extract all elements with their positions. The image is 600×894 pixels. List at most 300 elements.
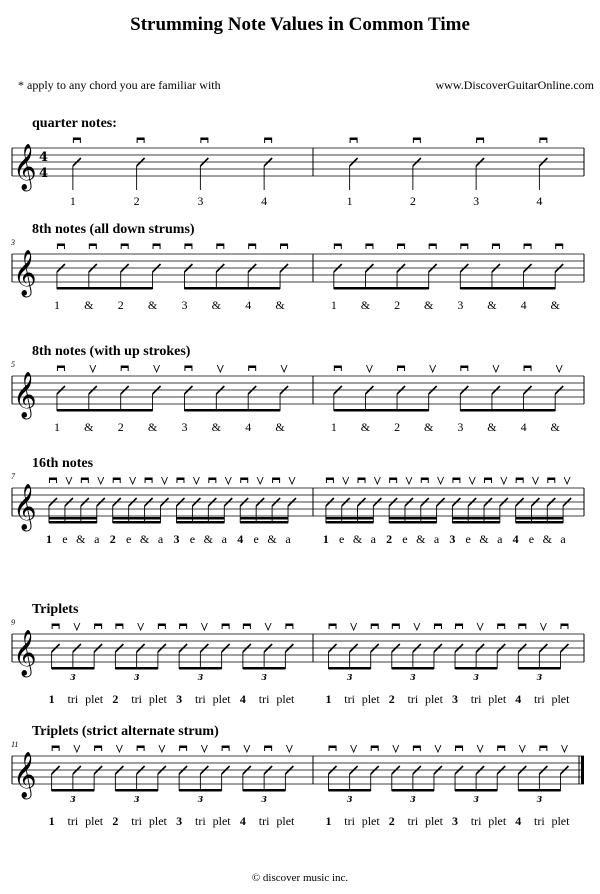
upstroke-icon <box>193 477 199 484</box>
downstroke-icon <box>477 138 484 143</box>
measure-number: 11 <box>11 740 19 749</box>
beat-count: & <box>203 532 214 546</box>
downstroke-icon <box>249 244 256 249</box>
beat-count: a <box>285 532 291 546</box>
upstroke-icon <box>74 745 80 752</box>
beam <box>52 667 95 670</box>
staff-system <box>0 598 600 718</box>
upstroke-icon <box>540 623 546 630</box>
downstroke-icon <box>329 624 336 629</box>
beat-count: tri <box>407 692 419 706</box>
beat-count: 3 <box>457 298 464 312</box>
upstroke-icon <box>66 477 72 484</box>
beat-count: & <box>275 298 285 312</box>
upstroke-icon <box>561 745 567 752</box>
staff-svg <box>0 340 600 460</box>
tuplet-number: 3 <box>261 672 267 682</box>
measure-number: 3 <box>11 238 15 247</box>
beat-count: a <box>221 532 227 546</box>
downstroke-icon <box>243 624 250 629</box>
beat-count: 4 <box>245 420 252 434</box>
downstroke-icon <box>540 138 547 143</box>
downstroke-icon <box>456 624 463 629</box>
beat-count: plet <box>488 814 507 828</box>
final-barline <box>581 756 584 784</box>
beat-count: 3 <box>176 814 183 828</box>
tuplet-number: 3 <box>197 794 204 804</box>
upstroke-icon <box>556 365 562 372</box>
beam <box>243 789 286 792</box>
beat-count: 2 <box>409 194 416 208</box>
measure-number: 5 <box>11 360 15 369</box>
downstroke-icon <box>461 366 468 371</box>
downstroke-icon <box>398 366 405 371</box>
beat-count: 4 <box>536 194 543 208</box>
beat-count: plet <box>551 692 570 706</box>
beat-count: 4 <box>239 692 246 706</box>
downstroke-icon <box>217 244 224 249</box>
beat-count: tri <box>344 692 355 706</box>
section-label: 8th notes (with up strokes) <box>32 344 191 359</box>
downstroke-icon <box>421 478 428 483</box>
beat-count: tri <box>131 814 142 828</box>
downstroke-icon <box>434 624 441 629</box>
beam <box>516 517 563 520</box>
upstroke-icon <box>74 623 80 630</box>
beat-count: e <box>465 532 471 546</box>
downstroke-icon <box>456 746 463 751</box>
upstroke-icon <box>477 623 483 630</box>
beat-count: & <box>275 420 285 434</box>
beat-count: & <box>360 420 371 434</box>
beat-count: tri <box>258 692 270 706</box>
instruction-note: * apply to any chord you are familiar with <box>18 78 221 92</box>
treble-clef-icon: 𝄞 <box>13 144 37 190</box>
upstroke-icon <box>519 745 525 752</box>
upstroke-icon <box>438 477 444 484</box>
beat-count: plet <box>85 814 104 828</box>
downstroke-icon <box>49 478 56 483</box>
downstroke-icon <box>286 624 293 629</box>
beam <box>455 789 497 792</box>
staff-system <box>0 452 600 572</box>
page-title: Strumming Note Values in Common Time <box>130 14 470 35</box>
downstroke-icon <box>326 478 333 483</box>
downstroke-icon <box>358 478 365 483</box>
section-label: Triplets <box>32 602 79 617</box>
downstroke-icon <box>57 244 64 249</box>
upstroke-icon <box>414 623 420 630</box>
tuplet-number: 3 <box>70 794 76 804</box>
beat-count: plet <box>212 692 231 706</box>
beat-count: 3 <box>197 194 204 208</box>
downstroke-icon <box>201 138 208 143</box>
beam <box>115 789 158 792</box>
beat-count: 4 <box>512 532 519 546</box>
downstroke-icon <box>52 746 59 751</box>
downstroke-icon <box>222 624 229 629</box>
beam <box>179 789 222 792</box>
staff-svg <box>0 452 600 572</box>
beam <box>329 789 371 792</box>
downstroke-icon <box>185 366 192 371</box>
upstroke-icon <box>286 745 292 752</box>
beat-count: a <box>497 532 503 546</box>
beat-count: e <box>125 532 132 546</box>
tuplet-number: 3 <box>197 672 204 682</box>
beat-count: 1 <box>48 814 55 828</box>
section-label: 16th notes <box>32 456 94 471</box>
beat-count: & <box>550 298 560 312</box>
beat-count: tri <box>67 692 79 706</box>
upstroke-icon <box>281 365 287 372</box>
beat-count: 4 <box>239 814 246 828</box>
downstroke-icon <box>561 624 568 629</box>
beat-count: 3 <box>452 814 459 828</box>
time-signature-top: 4 <box>39 150 49 165</box>
downstroke-icon <box>398 244 405 249</box>
downstroke-icon <box>519 624 526 629</box>
beam <box>57 409 153 412</box>
upstroke-icon <box>406 477 412 484</box>
beat-count: 4 <box>261 194 268 208</box>
downstroke-icon <box>185 244 192 249</box>
tuplet-number: 3 <box>536 672 543 682</box>
beat-count: a <box>560 532 566 546</box>
beat-count: 2 <box>112 692 119 706</box>
time-signature-bottom: 4 <box>39 166 49 181</box>
beam <box>392 667 434 670</box>
tuplet-number: 3 <box>70 672 76 682</box>
beat-count: tri <box>470 692 482 706</box>
beat-count: 3 <box>173 532 180 546</box>
beat-count: tri <box>470 814 482 828</box>
downstroke-icon <box>390 478 397 483</box>
beat-count: 4 <box>237 532 244 546</box>
beat-count: & <box>76 532 86 546</box>
beat-count: & <box>424 298 434 312</box>
staff-system <box>0 720 600 840</box>
beam <box>176 517 224 520</box>
beat-count: tri <box>195 692 206 706</box>
beat-count: 2 <box>112 814 119 828</box>
copyright-footer: © discover music inc. <box>251 872 349 884</box>
beam <box>389 521 436 524</box>
beat-count: 1 <box>53 298 60 312</box>
downstroke-icon <box>350 138 357 143</box>
upstroke-icon <box>130 477 136 484</box>
downstroke-icon <box>121 366 128 371</box>
downstroke-icon <box>429 244 436 249</box>
upstroke-icon <box>138 623 144 630</box>
beam <box>326 521 373 524</box>
beat-count: a <box>94 532 100 546</box>
beat-count: 4 <box>515 692 522 706</box>
downstroke-icon <box>89 244 96 249</box>
upstroke-icon <box>201 745 207 752</box>
upstroke-icon <box>351 623 357 630</box>
upstroke-icon <box>532 477 538 484</box>
downstroke-icon <box>95 746 102 751</box>
beat-count: 2 <box>388 692 395 706</box>
treble-clef-icon: 𝄞 <box>13 752 37 798</box>
downstroke-icon <box>556 244 563 249</box>
beat-count: & <box>424 420 434 434</box>
beat-count: 1 <box>346 194 353 208</box>
beam <box>334 287 429 290</box>
beat-count: 3 <box>457 420 464 434</box>
tuplet-number: 3 <box>346 672 353 682</box>
beam <box>57 287 153 290</box>
beat-count: & <box>139 532 150 546</box>
downstroke-icon <box>334 366 341 371</box>
tuplet-number: 3 <box>133 794 140 804</box>
beat-count: 2 <box>388 814 395 828</box>
beat-count: e <box>62 532 68 546</box>
downstroke-icon <box>265 746 272 751</box>
beat-count: & <box>211 298 221 312</box>
downstroke-icon <box>413 138 420 143</box>
treble-clef-icon: 𝄞 <box>13 372 37 418</box>
beat-count: a <box>433 532 440 546</box>
beam <box>455 667 497 670</box>
downstroke-icon <box>209 478 216 483</box>
beat-count: 3 <box>181 420 188 434</box>
staff-svg <box>0 112 600 232</box>
beam <box>452 521 499 524</box>
downstroke-icon <box>137 746 144 751</box>
downstroke-icon <box>177 478 184 483</box>
downstroke-icon <box>453 478 460 483</box>
beat-count: 1 <box>53 420 60 434</box>
measure-number: 9 <box>11 618 15 627</box>
beat-count: 1 <box>322 532 329 546</box>
beat-count: 1 <box>48 692 55 706</box>
beam <box>518 667 560 670</box>
downstroke-icon <box>137 138 144 143</box>
upstroke-icon <box>351 745 357 752</box>
upstroke-icon <box>98 477 104 484</box>
beat-count: plet <box>212 814 231 828</box>
beat-count: e <box>528 532 535 546</box>
beat-count: 1 <box>45 532 52 546</box>
section-label: quarter notes: <box>32 116 117 131</box>
beat-count: e <box>253 532 259 546</box>
downstroke-icon <box>145 478 152 483</box>
downstroke-icon <box>180 746 187 751</box>
downstroke-icon <box>461 244 468 249</box>
tuplet-number: 3 <box>410 794 416 804</box>
upstroke-icon <box>116 745 122 752</box>
beat-count: & <box>267 532 277 546</box>
beat-count: tri <box>67 814 79 828</box>
downstroke-icon <box>180 624 187 629</box>
beam <box>452 517 499 520</box>
downstroke-icon <box>540 746 547 751</box>
beat-count: plet <box>551 814 570 828</box>
beat-count: 1 <box>325 814 332 828</box>
beam <box>389 517 436 520</box>
beam <box>115 667 158 670</box>
beat-count: 1 <box>330 420 337 434</box>
downstroke-icon <box>113 478 120 483</box>
beat-count: & <box>487 298 497 312</box>
beat-count: 3 <box>473 194 480 208</box>
beat-count: plet <box>361 692 380 706</box>
beam <box>240 517 288 520</box>
beat-count: tri <box>534 692 545 706</box>
downstroke-icon <box>492 244 499 249</box>
staff-svg <box>0 218 600 338</box>
beat-count: 3 <box>449 532 456 546</box>
downstroke-icon <box>73 138 80 143</box>
beam <box>49 517 97 520</box>
beam <box>329 667 371 670</box>
website-link[interactable]: www.DiscoverGuitarOnline.com <box>435 78 594 92</box>
beat-count: 3 <box>181 298 188 312</box>
downstroke-icon <box>548 478 555 483</box>
beat-count: plet <box>424 692 443 706</box>
beam <box>460 287 555 290</box>
upstroke-icon <box>162 477 168 484</box>
beat-count: & <box>352 532 363 546</box>
upstroke-icon <box>244 745 250 752</box>
beat-count: plet <box>424 814 443 828</box>
treble-clef-icon: 𝄞 <box>13 250 37 296</box>
downstroke-icon <box>392 624 399 629</box>
beat-count: 4 <box>520 420 527 434</box>
beat-count: & <box>84 420 94 434</box>
downstroke-icon <box>498 624 505 629</box>
upstroke-icon <box>343 477 349 484</box>
beat-count: 4 <box>245 298 252 312</box>
downstroke-icon <box>516 478 523 483</box>
beam <box>334 409 429 412</box>
tuplet-number: 3 <box>473 672 479 682</box>
downstroke-icon <box>57 366 64 371</box>
upstroke-icon <box>366 365 372 372</box>
beam <box>184 409 280 412</box>
beam <box>243 667 286 670</box>
beat-count: plet <box>488 692 507 706</box>
upstroke-icon <box>564 477 570 484</box>
treble-clef-icon: 𝄞 <box>13 630 37 676</box>
tuplet-number: 3 <box>346 794 353 804</box>
beam <box>518 789 560 792</box>
upstroke-icon <box>393 745 399 752</box>
downstroke-icon <box>52 624 59 629</box>
upstroke-icon <box>201 623 207 630</box>
beat-count: e <box>189 532 196 546</box>
upstroke-icon <box>90 365 96 372</box>
upstroke-icon <box>469 477 475 484</box>
beat-count: & <box>211 420 221 434</box>
upstroke-icon <box>159 745 165 752</box>
beat-count: & <box>360 298 371 312</box>
beat-count: 1 <box>325 692 332 706</box>
upstroke-icon <box>217 365 223 372</box>
beat-count: tri <box>344 814 355 828</box>
beat-count: e <box>402 532 408 546</box>
beam <box>176 521 224 524</box>
upstroke-icon <box>477 745 483 752</box>
beat-count: 2 <box>133 194 140 208</box>
beat-count: 2 <box>109 532 116 546</box>
beat-count: a <box>370 532 376 546</box>
beat-count: & <box>416 532 426 546</box>
tuplet-number: 3 <box>261 794 267 804</box>
staff-system <box>0 218 600 338</box>
downstroke-icon <box>121 244 128 249</box>
downstroke-icon <box>249 366 256 371</box>
beat-count: plet <box>85 692 104 706</box>
beam <box>392 789 434 792</box>
tuplet-number: 3 <box>410 672 416 682</box>
beat-count: plet <box>276 814 295 828</box>
beat-count: a <box>157 532 164 546</box>
beat-count: 3 <box>176 692 183 706</box>
downstroke-icon <box>334 244 341 249</box>
beat-count: & <box>147 298 158 312</box>
beam <box>240 521 288 524</box>
downstroke-icon <box>153 244 160 249</box>
beat-count: plet <box>148 692 167 706</box>
beat-count: & <box>542 532 552 546</box>
section-label: Triplets (strict alternate strum) <box>32 724 219 739</box>
staff-system <box>0 112 600 232</box>
downstroke-icon <box>241 478 248 483</box>
beat-count: & <box>487 420 497 434</box>
downstroke-icon <box>281 244 288 249</box>
beat-count: 4 <box>520 298 527 312</box>
upstroke-icon <box>257 477 263 484</box>
beat-count: 2 <box>394 420 401 434</box>
tuplet-number: 3 <box>536 794 543 804</box>
section-label: 8th notes (all down strums) <box>32 222 195 237</box>
downstroke-icon <box>329 746 336 751</box>
downstroke-icon <box>498 746 505 751</box>
downstroke-icon <box>95 624 102 629</box>
downstroke-icon <box>158 624 165 629</box>
beam <box>179 667 222 670</box>
beat-count: plet <box>276 692 295 706</box>
upstroke-icon <box>154 365 160 372</box>
beat-count: tri <box>534 814 545 828</box>
tuplet-number: 3 <box>133 672 140 682</box>
beam <box>49 521 97 524</box>
beat-count: 1 <box>330 298 337 312</box>
downstroke-icon <box>524 366 531 371</box>
downstroke-icon <box>273 478 280 483</box>
beat-count: 3 <box>452 692 459 706</box>
measure-number: 7 <box>11 472 15 481</box>
beat-count: tri <box>407 814 419 828</box>
upstroke-icon <box>435 745 441 752</box>
staff-system <box>0 340 600 460</box>
downstroke-icon <box>413 746 420 751</box>
downstroke-icon <box>524 244 531 249</box>
upstroke-icon <box>493 365 499 372</box>
beat-count: & <box>147 420 158 434</box>
beat-count: tri <box>131 692 142 706</box>
downstroke-icon <box>116 624 123 629</box>
downstroke-icon <box>371 624 378 629</box>
beat-count: 4 <box>515 814 522 828</box>
beam <box>52 789 95 792</box>
beat-count: plet <box>148 814 167 828</box>
beat-count: & <box>479 532 489 546</box>
beam <box>516 521 563 524</box>
